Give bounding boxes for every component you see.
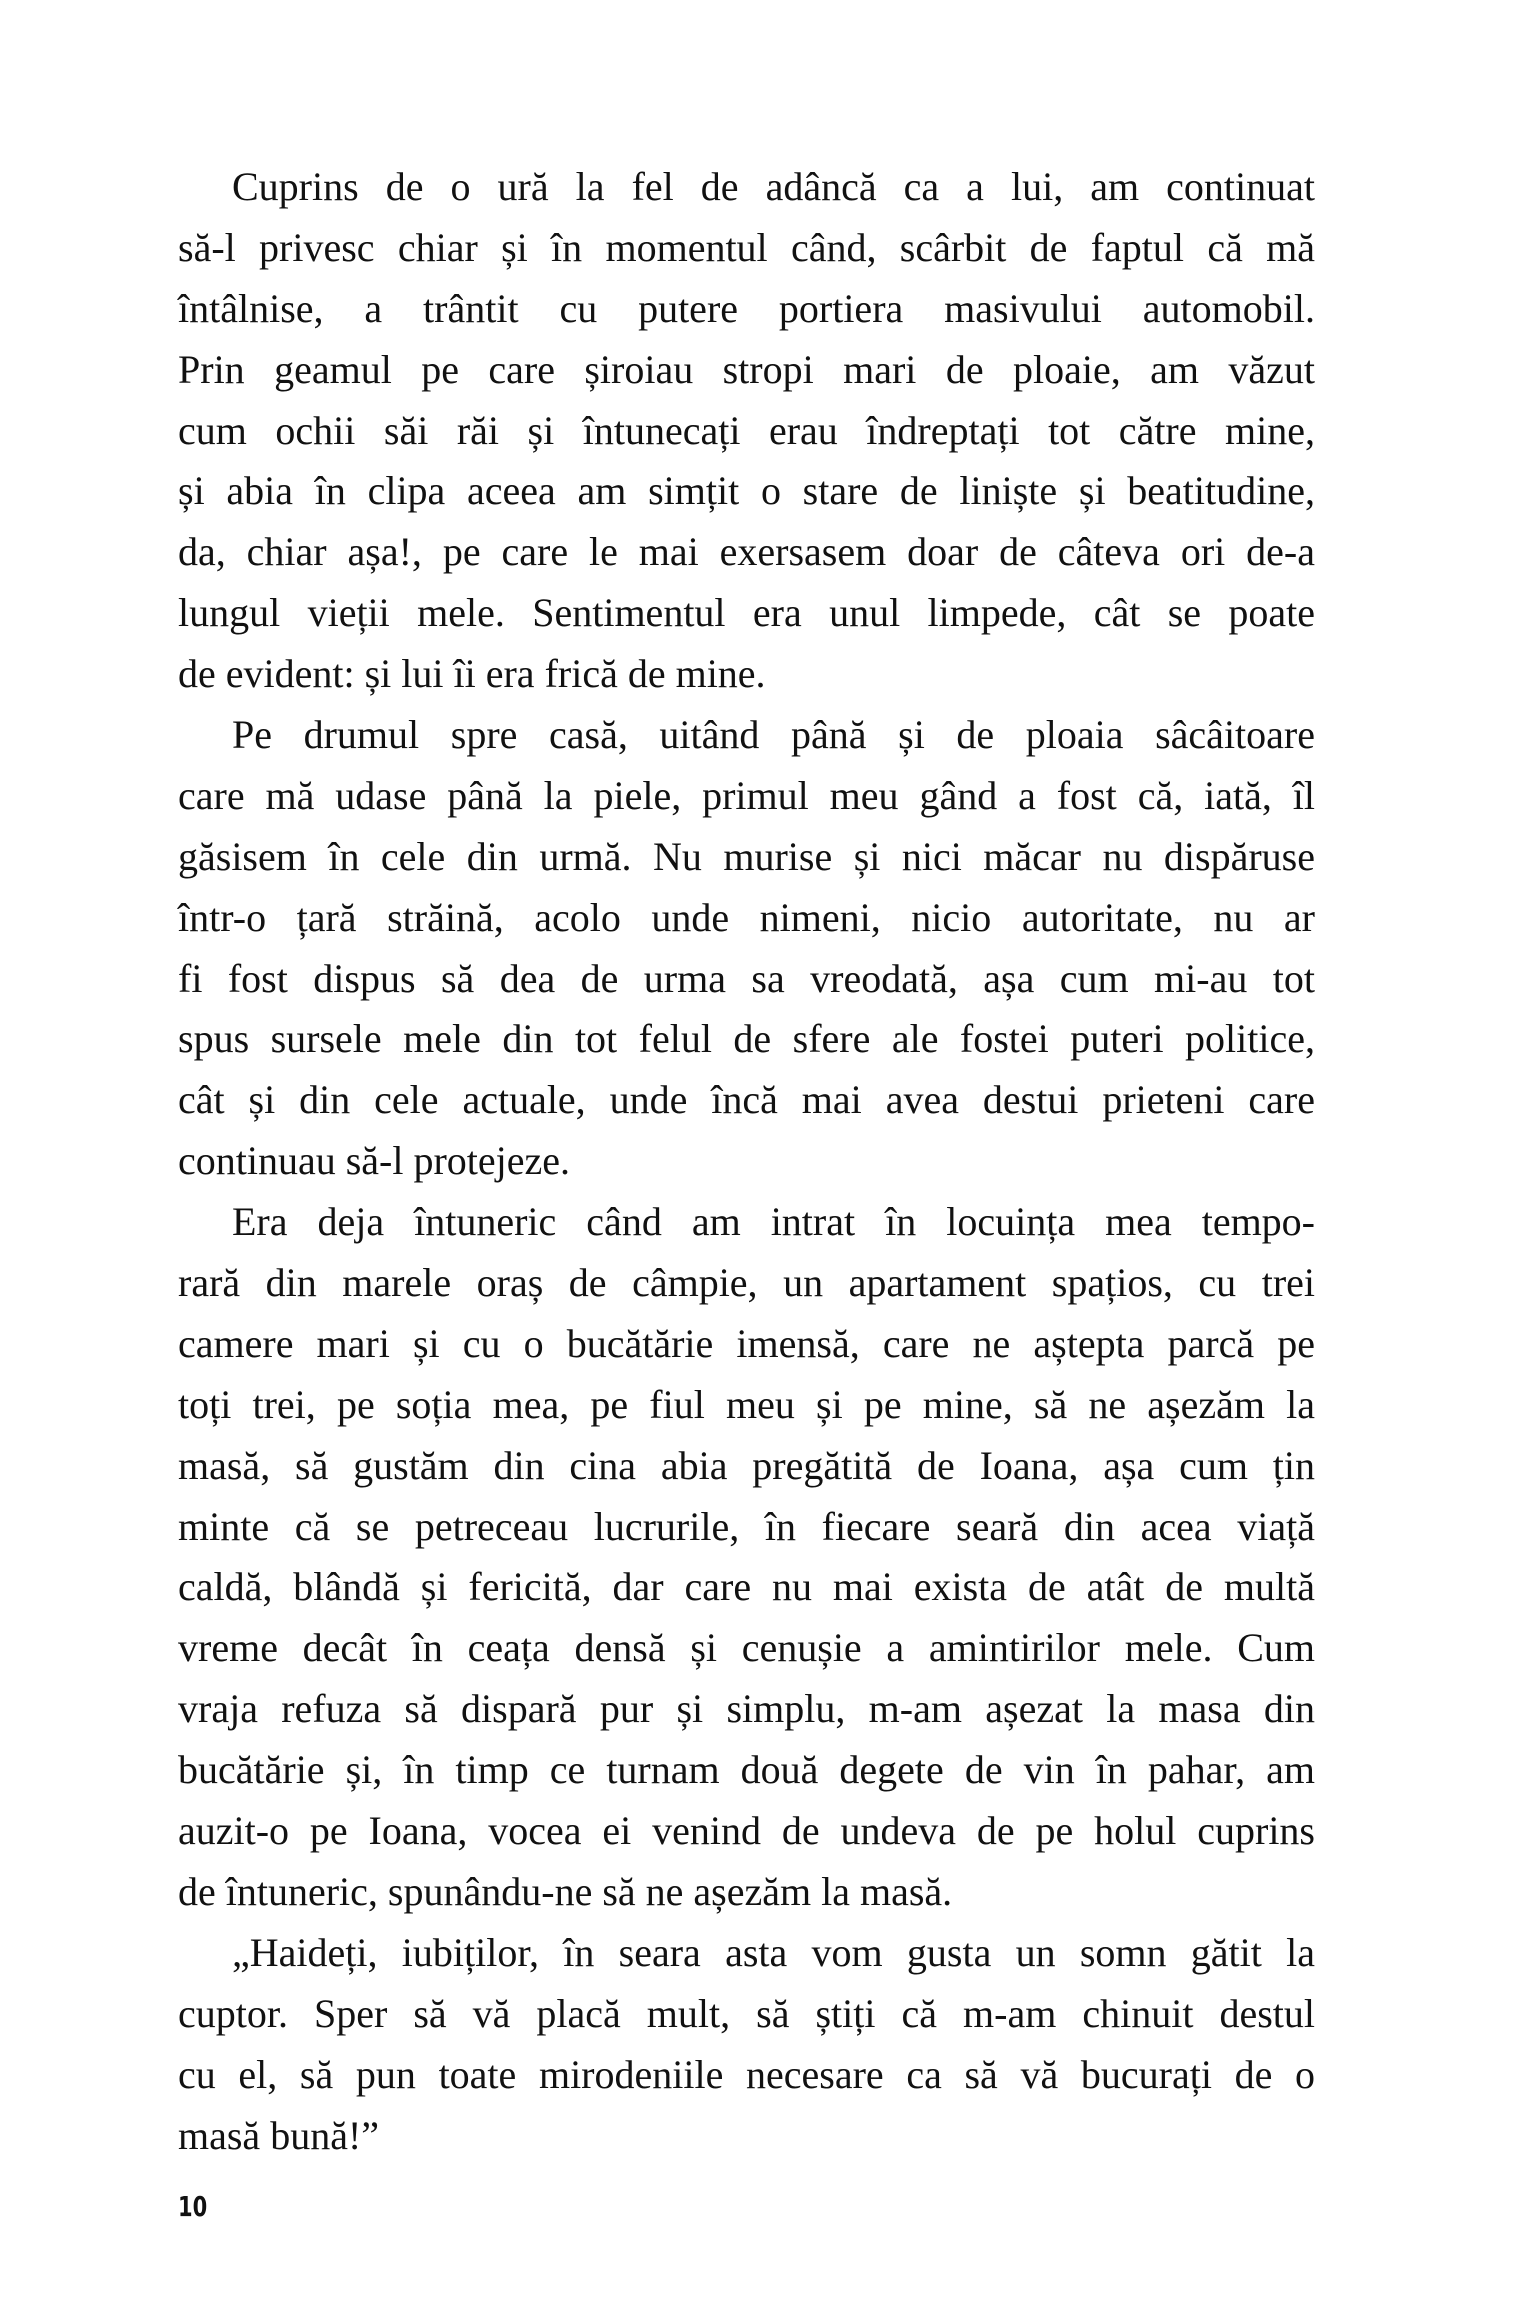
text-line: lungul vieții mele. Sentimentul era unul limpede, cât se poate bbox=[178, 590, 1315, 636]
text-line: întâlnise, a trântit cu putere portiera masivului automobil. bbox=[178, 285, 1315, 331]
text-line: camere mari și cu o bucătărie imensă, care ne aștepta parcă pe bbox=[178, 1320, 1315, 1366]
text-line: Era deja întuneric când am intrat în locuința mea tempo- bbox=[232, 1199, 1315, 1245]
text-line: și abia în clipa aceea am simțit o stare de liniște și beatitudine, bbox=[178, 468, 1315, 514]
text-line: spus sursele mele din tot felul de sfere ale fostei puteri politice, bbox=[178, 1016, 1315, 1062]
text-line: de evident: și lui îi era frică de mine. bbox=[178, 651, 766, 697]
text-line: cât și din cele actuale, unde încă mai avea destui prieteni care bbox=[178, 1077, 1315, 1123]
text-line: minte că se petreceau lucrurile, în fiecare seară din acea viață bbox=[178, 1503, 1315, 1549]
text-line: Pe drumul spre casă, uitând până și de ploaia sâcâitoare bbox=[232, 712, 1315, 758]
text-line: de întuneric, spunându-ne să ne așezăm la masă. bbox=[178, 1868, 953, 1914]
text-line: rară din marele oraș de câmpie, un apartament spațios, cu trei bbox=[178, 1260, 1315, 1306]
page-number: 10 bbox=[178, 2190, 208, 2223]
text-line: bucătărie și, în timp ce turnam două degete de vin în pahar, am bbox=[178, 1747, 1315, 1793]
text-line: continuau să-l protejeze. bbox=[178, 1138, 571, 1184]
text-line: toți trei, pe soția mea, pe fiul meu și pe mine, să ne așezăm la bbox=[178, 1381, 1315, 1427]
text-line: da, chiar așa!, pe care le mai exersasem doar de câteva ori de-a bbox=[178, 529, 1315, 575]
text-line: găsisem în cele din urmă. Nu murise și nici măcar nu dispăruse bbox=[178, 833, 1315, 879]
text-line: „Haideți, iubiților, în seara asta vom gusta un somn gătit la bbox=[232, 1929, 1315, 1975]
paragraph bbox=[178, 705, 1315, 1192]
text-line: masă bună!” bbox=[178, 2112, 380, 2158]
text-line: într-o țară străină, acolo unde nimeni, nicio autoritate, nu ar bbox=[178, 894, 1315, 940]
paragraph bbox=[178, 1192, 1315, 1923]
text-line: vraja refuza să dispară pur și simplu, m-am așezat la masa din bbox=[178, 1686, 1315, 1732]
text-line: care mă udase până la piele, primul meu gând a fost că, iată, îl bbox=[178, 772, 1315, 818]
paragraph bbox=[178, 157, 1315, 705]
text-line: caldă, blândă și fericită, dar care nu mai exista de atât de multă bbox=[178, 1564, 1315, 1610]
text-line: cum ochii săi răi și întunecați erau îndreptați tot către mine, bbox=[178, 407, 1315, 453]
paragraph bbox=[178, 1923, 1315, 2167]
text-line: fi fost dispus să dea de urma sa vreodată, așa cum mi-au tot bbox=[178, 955, 1315, 1001]
text-line: Cuprins de o ură la fel de adâncă ca a lui, am continuat bbox=[232, 164, 1315, 209]
text-line: auzit-o pe Ioana, vocea ei venind de undeva de pe holul cuprins bbox=[178, 1808, 1315, 1854]
text-line: masă, să gustăm din cina abia pregătită de Ioana, așa cum țin bbox=[178, 1442, 1315, 1488]
text-line: cu el, să pun toate mirodeniile necesare ca să vă bucurați de o bbox=[178, 2051, 1315, 2097]
text-line: cuptor. Sper să vă placă mult, să știți că m-am chinuit destul bbox=[178, 1990, 1315, 2036]
body-text bbox=[178, 157, 1315, 2166]
text-line: să-l privesc chiar și în momentul când, scârbit de faptul că mă bbox=[178, 224, 1315, 270]
text-line: vreme decât în ceața densă și cenușie a amintirilor mele. Cum bbox=[178, 1625, 1315, 1671]
text-line: Prin geamul pe care șiroiau stropi mari de ploaie, am văzut bbox=[178, 346, 1315, 392]
